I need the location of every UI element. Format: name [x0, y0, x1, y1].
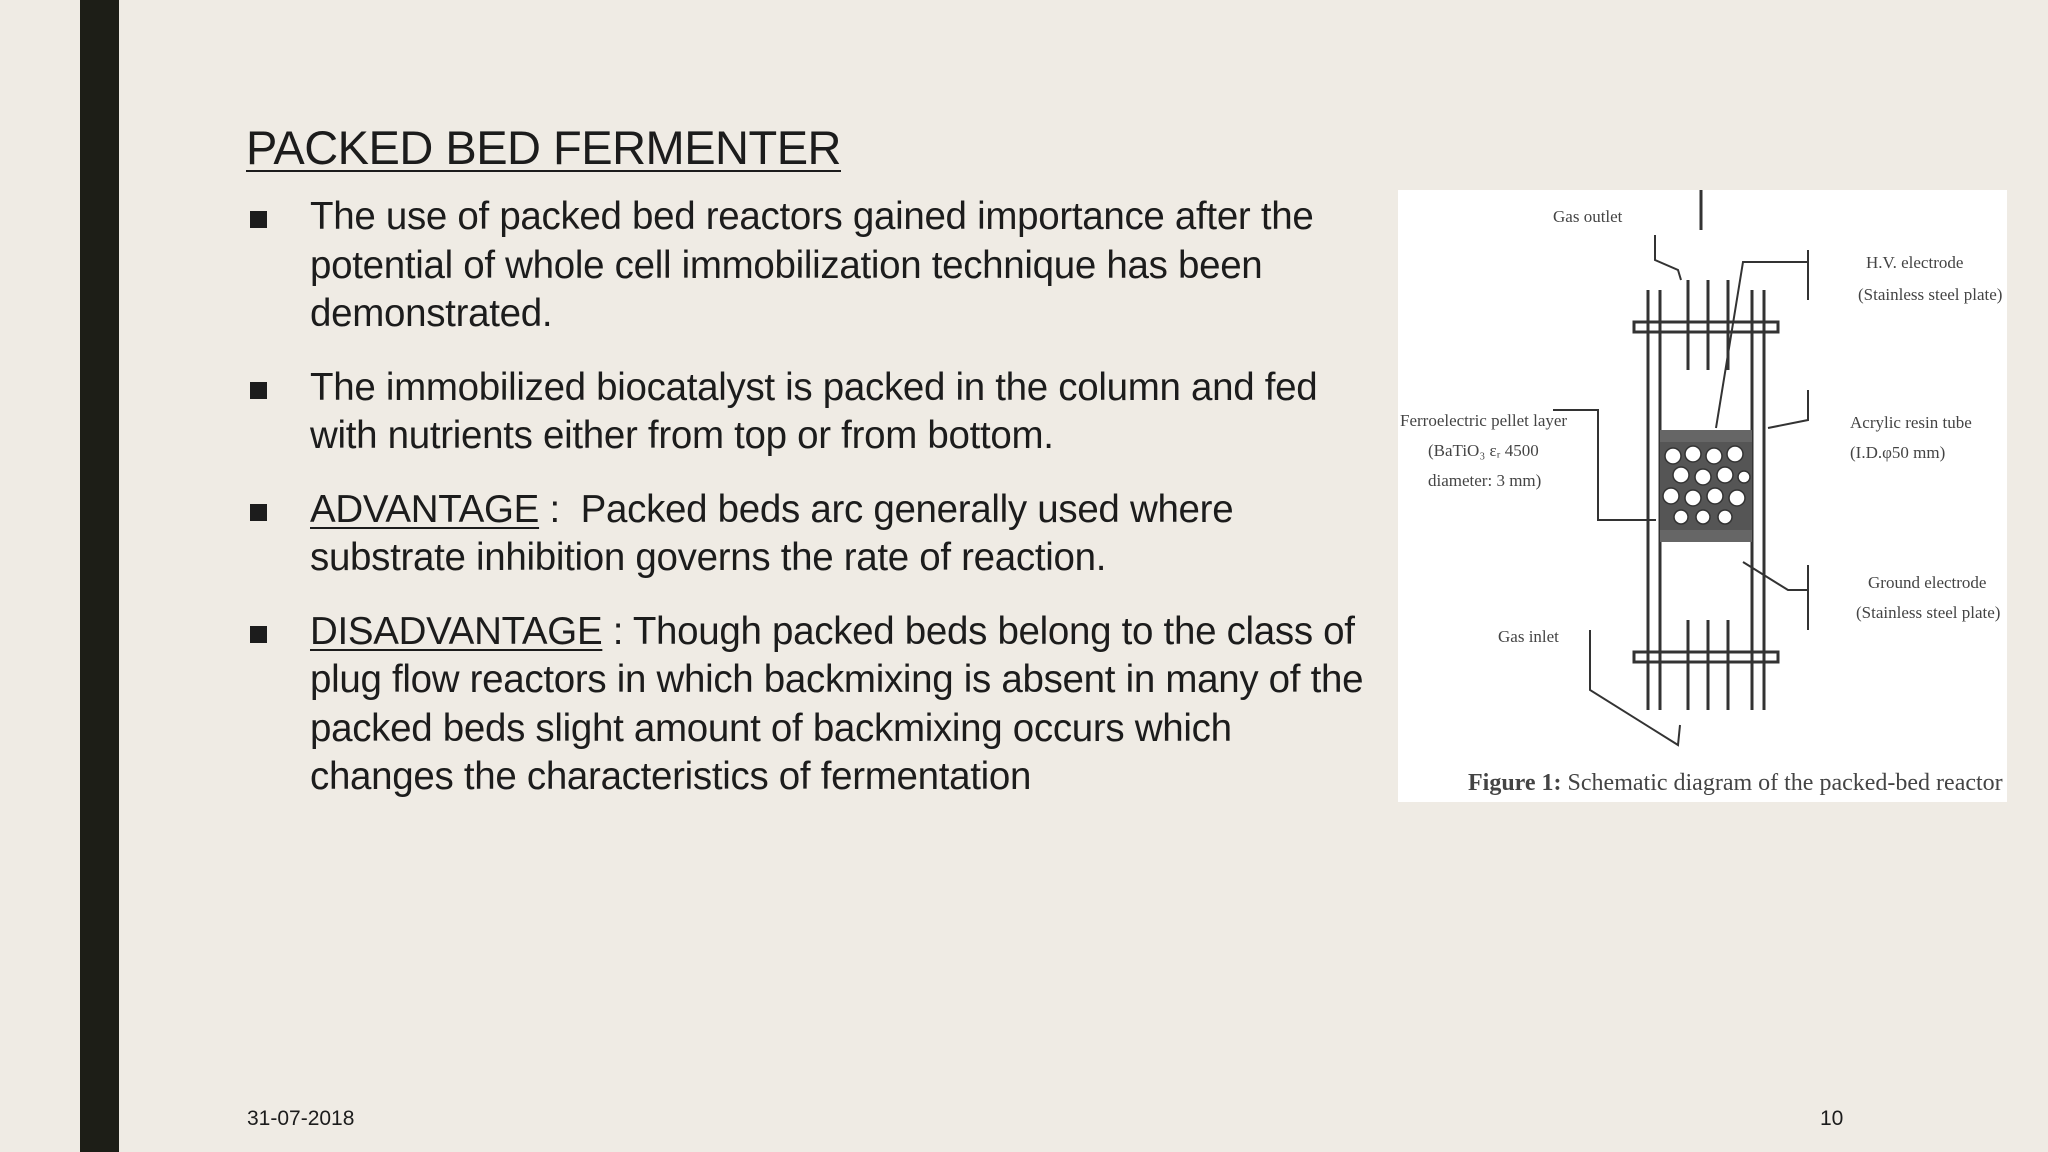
bullet-lead-term: ADVANTAGE [310, 487, 540, 531]
pellet [1673, 467, 1689, 483]
acrylic-leader [1768, 390, 1808, 428]
pellet-layer-label: Ferroelectric pellet layer [1400, 411, 1568, 430]
square-bullet-icon [250, 626, 267, 643]
bullet-lead-term: DISADVANTAGE [310, 609, 603, 653]
hv-electrode-leader [1716, 250, 1808, 428]
bullet-item [246, 486, 1376, 583]
reactor-schematic-figure [1398, 190, 2007, 802]
figure-caption-bold: Figure 1: [1468, 770, 1562, 796]
top-flange [1634, 322, 1778, 332]
gas-inlet-leader [1590, 630, 1680, 745]
bullet-text: Though packed beds belong to the class of plug flow reactors in which backmixing is absent in many of the packed beds slight amount of backmixing occurs which changes the characteristics of fermentation [310, 609, 1364, 798]
reactor-schematic-svg [1398, 190, 2007, 802]
pellet [1707, 488, 1723, 504]
figure-caption [1468, 770, 2003, 796]
bullet-item [246, 364, 1376, 461]
pellet [1663, 488, 1679, 504]
ground-electrode-label: Ground electrode [1868, 573, 1987, 592]
ground-electrode-sub-label: (Stainless steel plate) [1856, 603, 2001, 622]
bullet-item [246, 193, 1376, 339]
square-bullet-icon [250, 211, 267, 228]
pellet [1696, 510, 1710, 524]
left-accent-bar [80, 0, 119, 1152]
pellet [1738, 471, 1750, 483]
pellet [1674, 510, 1688, 524]
slide-title: PACKED BED FERMENTER [246, 121, 841, 174]
footer-date: 31-07-2018 [247, 1107, 355, 1130]
hv-electrode-label: H.V. electrode [1866, 253, 1964, 272]
bullet-text: The immobilized biocatalyst is packed in the column and fed with nutrients either from top or from bottom. [310, 365, 1318, 457]
hv-electrode-plate [1660, 430, 1752, 442]
pellet [1729, 490, 1745, 506]
gas-outlet-leader [1655, 235, 1681, 280]
bullet-item [246, 608, 1376, 802]
pellet [1685, 490, 1701, 506]
bullet-list [246, 193, 1376, 827]
bullet-text: Packed beds arc generally used where substrate inhibition governs the rate of reaction. [310, 487, 1234, 579]
pellet [1685, 446, 1701, 462]
bullet-separator: : [602, 609, 633, 653]
gas-inlet-label: Gas inlet [1498, 627, 1559, 646]
acrylic-tube-label: Acrylic resin tube [1850, 413, 1972, 432]
figure-caption-text: Schematic diagram of the packed-bed reactor [1561, 770, 2003, 796]
bullet-separator: : [539, 487, 581, 531]
bullet-text: The use of packed bed reactors gained importance after the potential of whole cell immobilization technique has been demonstrated. [310, 195, 1314, 335]
pellet [1706, 448, 1722, 464]
pellet [1717, 467, 1733, 483]
pellet-leader [1553, 410, 1656, 520]
square-bullet-icon [250, 504, 267, 521]
pellet [1665, 448, 1681, 464]
pellet [1695, 469, 1711, 485]
page-number: 10 [1820, 1107, 1844, 1130]
pellet-material-label: (BaTiO₃ εᵣ 4500 [1428, 441, 1539, 460]
pellet [1727, 446, 1743, 462]
acrylic-tube-sub-label: (I.D.φ50 mm) [1850, 443, 1946, 462]
pellet [1718, 510, 1732, 524]
ground-electrode-plate [1660, 530, 1752, 542]
bottom-flange [1634, 652, 1778, 662]
pellet-diameter-label: diameter: 3 mm) [1428, 471, 1542, 490]
square-bullet-icon [250, 382, 267, 399]
hv-electrode-sub-label: (Stainless steel plate) [1858, 285, 2003, 304]
gas-outlet-label: Gas outlet [1553, 207, 1623, 226]
